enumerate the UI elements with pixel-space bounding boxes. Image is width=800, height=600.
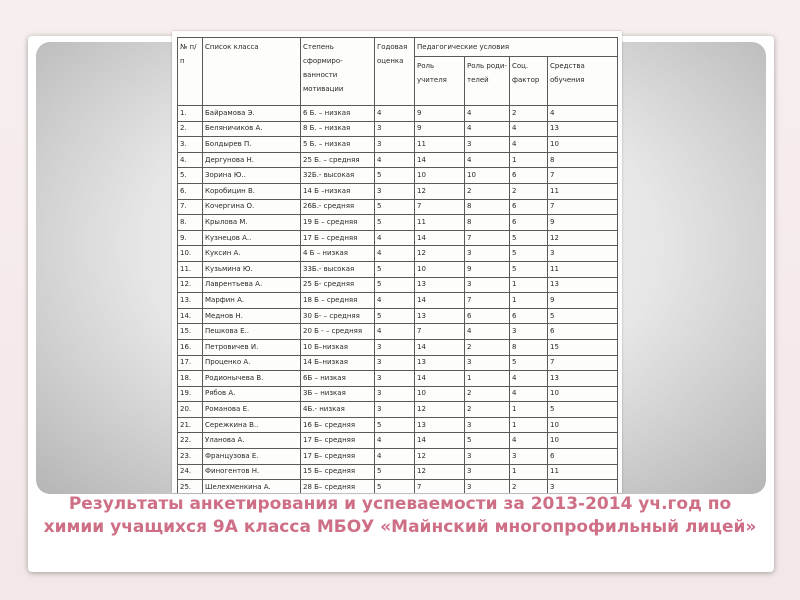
- table-row: [178, 464, 618, 480]
- cell-student-name: Меднов Н.: [203, 308, 301, 324]
- cell-motivation: 32Б.- высокая: [301, 168, 375, 184]
- cell-teaching-means: 6: [548, 449, 618, 465]
- cell-annual-grade: 5: [375, 277, 415, 293]
- cell-teaching-means: 7: [548, 168, 618, 184]
- cell-student-name: Проценко А.: [203, 355, 301, 371]
- cell-social-factor: 3: [510, 449, 548, 465]
- cell-motivation: 6Б – низкая: [301, 371, 375, 387]
- cell-teaching-means: 13: [548, 121, 618, 137]
- cell-student-name: Уланова А.: [203, 433, 301, 449]
- cell-student-name: Кузнецов А..: [203, 230, 301, 246]
- cell-parent-role: 4: [465, 106, 510, 122]
- cell-num: 23.: [178, 449, 203, 465]
- cell-annual-grade: 3: [375, 402, 415, 418]
- table-row: [178, 183, 618, 199]
- cell-teaching-means: 10: [548, 137, 618, 153]
- cell-parent-role: 3: [465, 277, 510, 293]
- cell-annual-grade: 5: [375, 261, 415, 277]
- cell-motivation: 14 Б–низкая: [301, 355, 375, 371]
- cell-parent-role: 3: [465, 449, 510, 465]
- table-row: [178, 355, 618, 371]
- cell-social-factor: 1: [510, 152, 548, 168]
- cell-num: 21.: [178, 417, 203, 433]
- cell-social-factor: 5: [510, 230, 548, 246]
- cell-annual-grade: 5: [375, 215, 415, 231]
- cell-num: 11.: [178, 261, 203, 277]
- cell-teacher-role: 14: [415, 152, 465, 168]
- header-pedagogical: Педагогические условия: [415, 38, 618, 57]
- cell-teaching-means: 13: [548, 277, 618, 293]
- cell-parent-role: 2: [465, 339, 510, 355]
- cell-teaching-means: 10: [548, 417, 618, 433]
- cell-student-name: Лаврентьева А.: [203, 277, 301, 293]
- cell-teacher-role: 11: [415, 215, 465, 231]
- cell-motivation: 30 Б- – средняя: [301, 308, 375, 324]
- cell-motivation: 19 Б – средняя: [301, 215, 375, 231]
- cell-parent-role: 2: [465, 386, 510, 402]
- cell-teaching-means: 4: [548, 106, 618, 122]
- cell-social-factor: 6: [510, 199, 548, 215]
- cell-teaching-means: 3: [548, 480, 618, 493]
- cell-num: 17.: [178, 355, 203, 371]
- cell-num: 15.: [178, 324, 203, 340]
- cell-parent-role: 2: [465, 183, 510, 199]
- cell-social-factor: 3: [510, 324, 548, 340]
- cell-num: 2.: [178, 121, 203, 137]
- cell-annual-grade: 4: [375, 230, 415, 246]
- cell-motivation: 10 Б–низкая: [301, 339, 375, 355]
- cell-teacher-role: 11: [415, 137, 465, 153]
- cell-teaching-means: 9: [548, 293, 618, 309]
- header-parent-role: Роль роди-телей: [465, 57, 510, 106]
- cell-annual-grade: 5: [375, 308, 415, 324]
- cell-teaching-means: 3: [548, 246, 618, 262]
- table-row: [178, 308, 618, 324]
- cell-teacher-role: 13: [415, 417, 465, 433]
- cell-num: 14.: [178, 308, 203, 324]
- cell-motivation: 26Б.- средняя: [301, 199, 375, 215]
- cell-annual-grade: 4: [375, 246, 415, 262]
- cell-student-name: Марфин А.: [203, 293, 301, 309]
- table-row: [178, 449, 618, 465]
- cell-parent-role: 9: [465, 261, 510, 277]
- cell-num: 8.: [178, 215, 203, 231]
- cell-social-factor: 1: [510, 293, 548, 309]
- cell-motivation: 16 Б– средняя: [301, 417, 375, 433]
- table-row: [178, 277, 618, 293]
- table-row: [178, 168, 618, 184]
- cell-student-name: Родионычева В.: [203, 371, 301, 387]
- cell-social-factor: 4: [510, 137, 548, 153]
- cell-motivation: 28 Б– средняя: [301, 480, 375, 493]
- cell-student-name: Байрамова Э.: [203, 106, 301, 122]
- cell-annual-grade: 3: [375, 121, 415, 137]
- cell-teaching-means: 11: [548, 261, 618, 277]
- cell-parent-role: 3: [465, 464, 510, 480]
- cell-motivation: 25 Б. – средняя: [301, 152, 375, 168]
- header-social-factor: Соц. фактор: [510, 57, 548, 106]
- table-row: [178, 199, 618, 215]
- cell-annual-grade: 5: [375, 168, 415, 184]
- cell-student-name: Романова Е.: [203, 402, 301, 418]
- cell-teacher-role: 14: [415, 230, 465, 246]
- cell-annual-grade: 4: [375, 433, 415, 449]
- cell-teaching-means: 7: [548, 355, 618, 371]
- table-row: [178, 339, 618, 355]
- cell-motivation: 3Б – низкая: [301, 386, 375, 402]
- cell-num: 12.: [178, 277, 203, 293]
- cell-student-name: Петровичев И.: [203, 339, 301, 355]
- cell-num: 4.: [178, 152, 203, 168]
- cell-teaching-means: 7: [548, 199, 618, 215]
- cell-teaching-means: 9: [548, 215, 618, 231]
- cell-social-factor: 8: [510, 339, 548, 355]
- header-grade: Годовая оценка: [375, 38, 415, 106]
- header-teacher-role: Роль учителя: [415, 57, 465, 106]
- cell-student-name: Зорина Ю..: [203, 168, 301, 184]
- cell-parent-role: 10: [465, 168, 510, 184]
- cell-annual-grade: 4: [375, 152, 415, 168]
- cell-teaching-means: 5: [548, 402, 618, 418]
- cell-annual-grade: 3: [375, 137, 415, 153]
- cell-teacher-role: 13: [415, 308, 465, 324]
- cell-num: 10.: [178, 246, 203, 262]
- cell-social-factor: 1: [510, 277, 548, 293]
- cell-parent-role: 4: [465, 152, 510, 168]
- cell-num: 25.: [178, 480, 203, 493]
- table-row: [178, 152, 618, 168]
- header-num: № п/п: [178, 38, 203, 106]
- cell-num: 9.: [178, 230, 203, 246]
- cell-teacher-role: 9: [415, 106, 465, 122]
- cell-motivation: 20 Б - – средняя: [301, 324, 375, 340]
- cell-teacher-role: 7: [415, 199, 465, 215]
- cell-num: 16.: [178, 339, 203, 355]
- cell-social-factor: 5: [510, 261, 548, 277]
- cell-parent-role: 3: [465, 246, 510, 262]
- cell-motivation: 4Б.- низкая: [301, 402, 375, 418]
- cell-social-factor: 4: [510, 386, 548, 402]
- slide-caption: Результаты анкетирования и успеваемости за 2013-2014 уч.год по химии учащихся 9А класса МБОУ «Майнский многопрофильный лицей»: [43, 494, 757, 537]
- cell-teaching-means: 12: [548, 230, 618, 246]
- cell-social-factor: 2: [510, 106, 548, 122]
- cell-parent-role: 3: [465, 137, 510, 153]
- cell-student-name: Сережкина В..: [203, 417, 301, 433]
- cell-motivation: 17 Б– средняя: [301, 433, 375, 449]
- cell-social-factor: 2: [510, 480, 548, 493]
- cell-teacher-role: 12: [415, 246, 465, 262]
- cell-annual-grade: 5: [375, 417, 415, 433]
- table-row: [178, 480, 618, 493]
- cell-annual-grade: 5: [375, 199, 415, 215]
- cell-teaching-means: 10: [548, 433, 618, 449]
- cell-student-name: Финогентов Н.: [203, 464, 301, 480]
- cell-teacher-role: 7: [415, 324, 465, 340]
- cell-parent-role: 8: [465, 215, 510, 231]
- scanned-table-image: [172, 31, 622, 493]
- header-teaching-means: Средства обучения: [548, 57, 618, 106]
- cell-parent-role: 6: [465, 308, 510, 324]
- cell-motivation: 33Б.- высокая: [301, 261, 375, 277]
- cell-num: 3.: [178, 137, 203, 153]
- table-row: [178, 371, 618, 387]
- cell-annual-grade: 5: [375, 480, 415, 493]
- cell-parent-role: 2: [465, 402, 510, 418]
- cell-teacher-role: 12: [415, 464, 465, 480]
- table-row: [178, 324, 618, 340]
- cell-annual-grade: 4: [375, 106, 415, 122]
- cell-teacher-role: 14: [415, 433, 465, 449]
- cell-motivation: 4 Б – низкая: [301, 246, 375, 262]
- cell-social-factor: 4: [510, 433, 548, 449]
- cell-annual-grade: 4: [375, 293, 415, 309]
- cell-annual-grade: 3: [375, 339, 415, 355]
- cell-social-factor: 1: [510, 464, 548, 480]
- table-row: [178, 261, 618, 277]
- cell-social-factor: 5: [510, 355, 548, 371]
- cell-num: 7.: [178, 199, 203, 215]
- cell-teaching-means: 6: [548, 324, 618, 340]
- table-row: [178, 121, 618, 137]
- cell-teaching-means: 13: [548, 371, 618, 387]
- cell-teaching-means: 5: [548, 308, 618, 324]
- cell-motivation: 25 Б- средняя: [301, 277, 375, 293]
- cell-parent-role: 3: [465, 417, 510, 433]
- table-row: [178, 215, 618, 231]
- cell-teaching-means: 8: [548, 152, 618, 168]
- cell-teacher-role: 12: [415, 449, 465, 465]
- cell-motivation: 5 Б. – низкая: [301, 137, 375, 153]
- cell-student-name: Болдырев П.: [203, 137, 301, 153]
- cell-annual-grade: 3: [375, 371, 415, 387]
- cell-student-name: Кочергина О.: [203, 199, 301, 215]
- cell-motivation: 17 Б – средняя: [301, 230, 375, 246]
- cell-social-factor: 6: [510, 168, 548, 184]
- header-name: Список класса: [203, 38, 301, 106]
- cell-social-factor: 5: [510, 246, 548, 262]
- cell-teaching-means: 15: [548, 339, 618, 355]
- table-header-row: [178, 38, 618, 57]
- cell-teacher-role: 10: [415, 386, 465, 402]
- cell-student-name: Кузьмина Ю.: [203, 261, 301, 277]
- cell-parent-role: 3: [465, 480, 510, 493]
- cell-teacher-role: 12: [415, 402, 465, 418]
- table-row: [178, 417, 618, 433]
- cell-student-name: Куксин А.: [203, 246, 301, 262]
- cell-parent-role: 3: [465, 355, 510, 371]
- cell-teacher-role: 7: [415, 480, 465, 493]
- cell-student-name: Беляничиков А.: [203, 121, 301, 137]
- cell-teaching-means: 11: [548, 183, 618, 199]
- cell-num: 6.: [178, 183, 203, 199]
- cell-motivation: 8 Б. – низкая: [301, 121, 375, 137]
- cell-social-factor: 1: [510, 417, 548, 433]
- cell-parent-role: 4: [465, 324, 510, 340]
- cell-motivation: 6 Б. – низкая: [301, 106, 375, 122]
- cell-teacher-role: 13: [415, 277, 465, 293]
- cell-teacher-role: 14: [415, 293, 465, 309]
- cell-motivation: 18 Б – средняя: [301, 293, 375, 309]
- cell-social-factor: 4: [510, 371, 548, 387]
- cell-student-name: Крылова М.: [203, 215, 301, 231]
- cell-num: 19.: [178, 386, 203, 402]
- cell-social-factor: 2: [510, 183, 548, 199]
- cell-social-factor: 6: [510, 308, 548, 324]
- results-table: [177, 37, 618, 493]
- cell-parent-role: 7: [465, 230, 510, 246]
- cell-motivation: 17 Б– средняя: [301, 449, 375, 465]
- cell-teaching-means: 10: [548, 386, 618, 402]
- table-row: [178, 106, 618, 122]
- header-motivation: Степень сформиро-ванности мотивации: [301, 38, 375, 106]
- cell-parent-role: 7: [465, 293, 510, 309]
- table-row: [178, 230, 618, 246]
- cell-parent-role: 5: [465, 433, 510, 449]
- cell-annual-grade: 3: [375, 183, 415, 199]
- cell-num: 22.: [178, 433, 203, 449]
- cell-parent-role: 1: [465, 371, 510, 387]
- cell-motivation: 14 Б –низкая: [301, 183, 375, 199]
- cell-annual-grade: 5: [375, 464, 415, 480]
- cell-annual-grade: 3: [375, 386, 415, 402]
- cell-num: 24.: [178, 464, 203, 480]
- cell-teacher-role: 13: [415, 355, 465, 371]
- cell-motivation: 15 Б– средняя: [301, 464, 375, 480]
- cell-social-factor: 6: [510, 215, 548, 231]
- cell-teacher-role: 9: [415, 121, 465, 137]
- table-row: [178, 433, 618, 449]
- cell-teaching-means: 11: [548, 464, 618, 480]
- cell-annual-grade: 4: [375, 449, 415, 465]
- cell-teacher-role: 10: [415, 168, 465, 184]
- table-row: [178, 246, 618, 262]
- cell-teacher-role: 12: [415, 183, 465, 199]
- table-row: [178, 386, 618, 402]
- table-body: [178, 106, 618, 494]
- cell-parent-role: 8: [465, 199, 510, 215]
- cell-student-name: Пешкова Е..: [203, 324, 301, 340]
- cell-student-name: Французова Е.: [203, 449, 301, 465]
- table-row: [178, 137, 618, 153]
- cell-num: 5.: [178, 168, 203, 184]
- cell-student-name: Шелехменкина А.: [203, 480, 301, 493]
- cell-teacher-role: 10: [415, 261, 465, 277]
- cell-num: 18.: [178, 371, 203, 387]
- cell-student-name: Рябов А.: [203, 386, 301, 402]
- table-row: [178, 293, 618, 309]
- cell-annual-grade: 4: [375, 324, 415, 340]
- cell-teacher-role: 14: [415, 339, 465, 355]
- cell-num: 1.: [178, 106, 203, 122]
- cell-social-factor: 4: [510, 121, 548, 137]
- cell-num: 13.: [178, 293, 203, 309]
- table-row: [178, 402, 618, 418]
- cell-parent-role: 4: [465, 121, 510, 137]
- cell-teacher-role: 14: [415, 371, 465, 387]
- cell-num: 20.: [178, 402, 203, 418]
- cell-student-name: Дергунова Н.: [203, 152, 301, 168]
- cell-student-name: Коробицин В.: [203, 183, 301, 199]
- cell-social-factor: 1: [510, 402, 548, 418]
- cell-annual-grade: 3: [375, 355, 415, 371]
